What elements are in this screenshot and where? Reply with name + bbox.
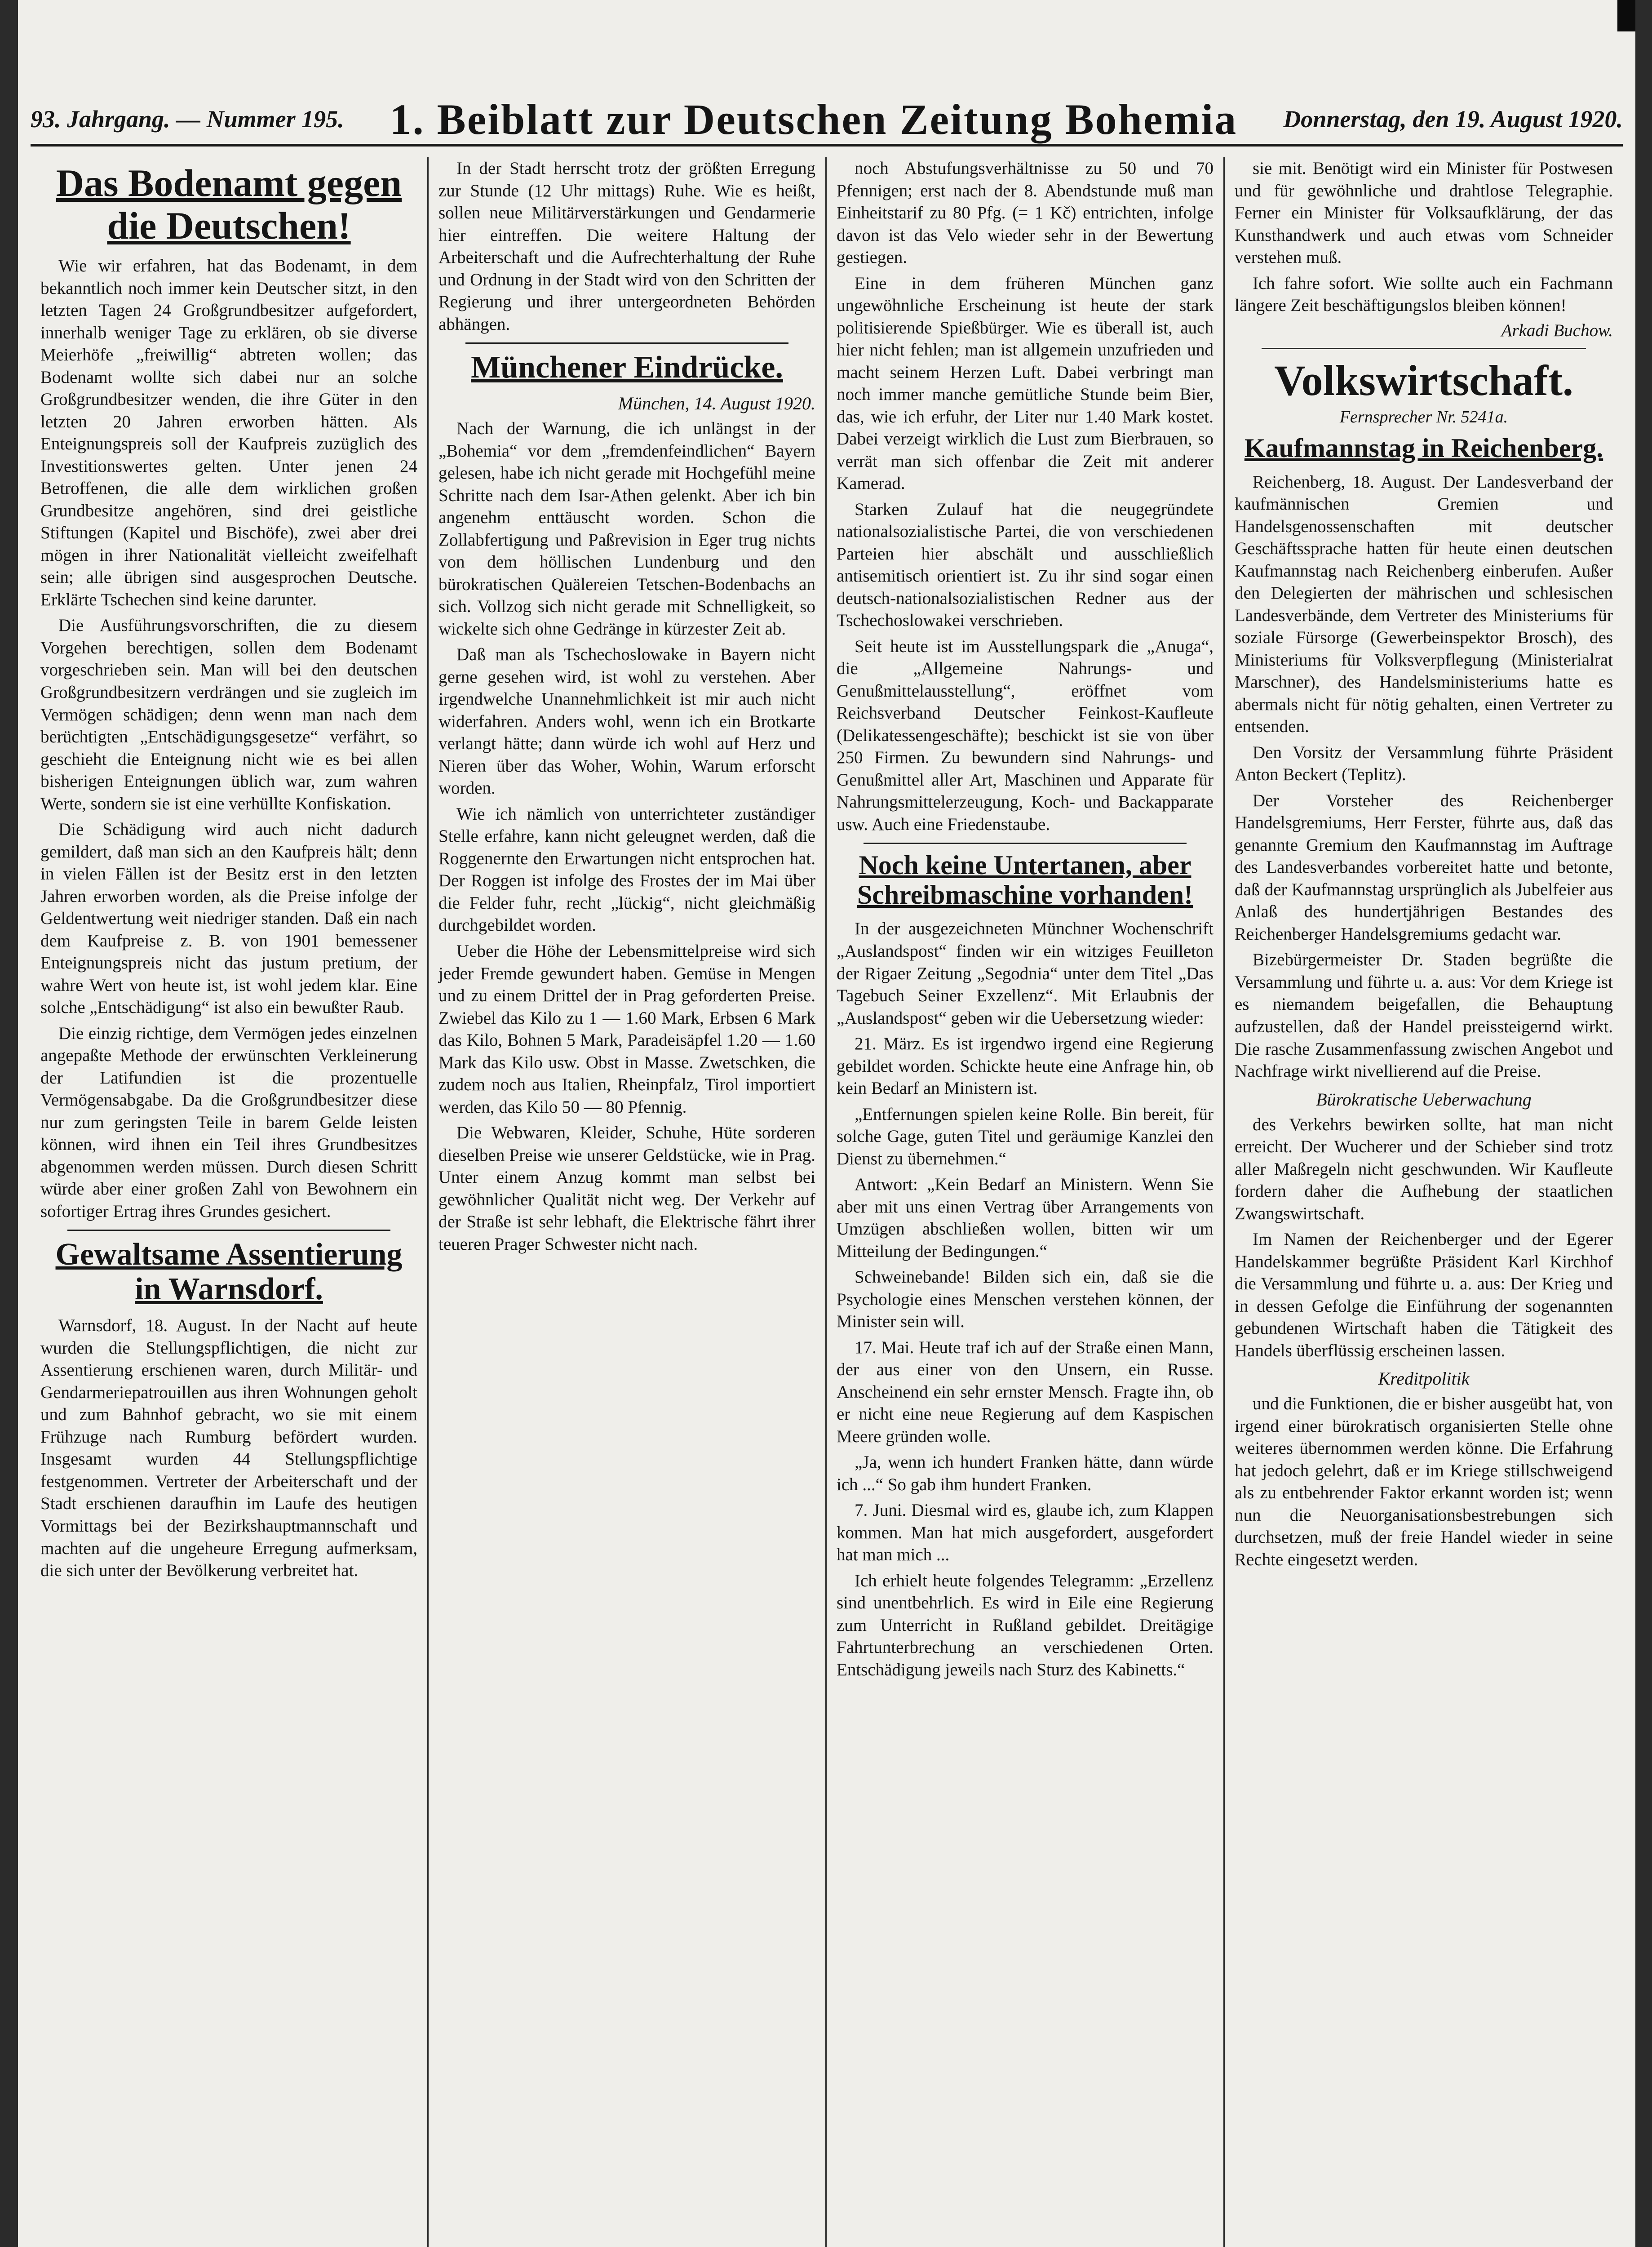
issue-date: Donnerstag, den 19. August 1920. [1283,106,1623,133]
paragraph: Starken Zulauf hat die neugegründete nationalsozialistische Partei, die von verschiedenen Parteien hier abschält und ausschließlich antisemitisch orientiert ist. Zu ihr sind sogar einen deutsch-nationalsozialistischen Redner aus der Tschechoslowakei verschrieben. [837,499,1214,631]
author-signature: Arkadi Buchow. [1501,320,1613,340]
headline-schreibmaschine: Noch keine Untertanen, aber Schreibmaschine vorhanden! [857,850,1193,910]
masthead [31,94,1623,147]
headline-assentierung: Gewaltsame Assentierung in Warnsdorf. [55,1237,403,1307]
paragraph: sie mit. Benötigt wird ein Minister für Postwesen und für gewöhnliche und drahtlose Telegraphie. Ferner ein Minister für Volksaufklärung, der das Kunsthandwerk und auch etwas vom Schneider verstehen muß. [1235,159,1613,267]
column-4 [1225,157,1623,2247]
paragraph: und die Funktionen, die er bisher ausgeübt hat, von irgend einer bürokratisch organisierten Stelle ohne weiteres übernommen werden könne. Die Erfahrung hat jedoch gelehrt, daß er im Kriege stillschweigend als zu entbehrender Faktor erkannt worden ist; wenn nun die Neuorganisationsbestrebungen sich durchsetzen, muß der freie Handel wieder in seine Rechte eingesetzt werden. [1235,1394,1613,1569]
newspaper-title: 1. Beiblatt zur Deutschen Zeitung Bohemia [390,95,1238,143]
paragraph: Warnsdorf, 18. August. In der Nacht auf heute wurden die Stellungspflichtigen, die nicht zur Assentierung erschienen waren, durch Militär- und Gendarmeriepatrouillen aus ihren Wohnungen geholt und zum Bahnhof gebracht, wo sie mit einem Frühzuge nach Rumburg befördert wurden. Insgesamt wurden 44 Stellungspflichtige festgenommen. Vertreter der Arbeiterschaft und der Stadt erschienen daraufhin im Laufe des heutigen Vormittags bei der Bezirkshauptmannschaft und machten auf die ungeheure Erregung aufmerksam, die sich unter der Bevölkerung verbreitet hat. [40,1316,417,1581]
paragraph: Schweinebande! Bilden sich ein, daß sie die Psychologie eines Menschen verstehen können, der Minister sein will. [837,1267,1214,1332]
paragraph: Wie ich nämlich von unterrichteter zuständiger Stelle erfahre, kann nicht geleugnet werden, daß die Roggenernte den Erwartungen nicht entsprochen hat. Der Roggen ist infolge des Frostes der im Mai über die Felder fuhr, recht „lückig“, nicht gleichmäßig durchgebildet worden. [438,804,815,935]
scan-corner-mark [1617,0,1635,31]
section-volkswirtschaft: Volkswirtschaft. [1274,356,1573,404]
paragraph: Der Vorsteher des Reichenberger Handelsgremiums, Herr Ferster, führte aus, daß das genannte Gremium den Kaufmannstag im Auftrage des Landesverbandes vorbereitet hatte und betonte, daß der Kaufmannstag ursprünglich als Jubelfeier aus Anlaß des hundertjährigen Bestandes des Reichenberger Handelsgremiums gedacht war. [1235,790,1613,944]
paragraph: In der Stadt herrscht trotz der größten Erregung zur Stunde (12 Uhr mittags) Ruhe. Wie es heißt, sollen neue Militärverstärkungen und Gendarmerie hier eintreffen. Die weitere Haltung der Arbeiterschaft und die Aufrechterhaltung der Ruhe und Ordnung in der Stadt wird von den Schritten der Regierung und ihrer untergeordneten Behörden abhängen. [438,159,815,334]
paragraph: Eine in dem früheren München ganz ungewöhnliche Erscheinung ist heute der stark politisierende Spießbürger. Wie es überall ist, auch hier nicht fehlen; man ist allgemein unzufrieden und macht seinem Herzen Luft. Dabei verbringt man noch immer manche gemütliche Stunde beim Bier, das, wie ich erfuhr, der Liter nur 1.40 Mark kostet. Dabei verzeigt wirklich die Lust zum Bierbrauen, so verrät man sich offenbar die Zeit mit anderer Kamerad. [837,273,1214,493]
divider [67,1230,390,1231]
paragraph: Seit heute ist im Ausstellungspark die „Anuga“, die „Allgemeine Nahrungs- und Genußmittelausstellung“, eröffnet vom Reichsverband Deutscher Feinkost-Kaufleute (Delikatessengeschäfte); beschickt ist sie von über 250 Firmen. Zu bewundern sind Nahrungs- und Genußmittel aller Art, Maschinen und Apparate für Nahrungsmittelerzeugung, Koch- und Backapparate usw. Auch eine Friedenstaube. [837,636,1214,834]
paragraph: Reichenberg, 18. August. Der Landesverband der kaufmännischen Gremien und Handelsgenossenschaften mit deutscher Geschäftssprache hatten für heute einen deutschen Kaufmannstag nach Reichenberg einberufen. Außer den Delegierten der mährischen und schlesischen Landesverbände, dem Vertreter des Ministeriums für soziale Fürsorge (Gewerbeinspektor Brosch), des Ministeriums für Volksverpflegung (Ministerialrat Marschner), des Handelsministeriums hatte es abermals nicht für nötig gehalten, einen Vertreter zu entsenden. [1235,472,1613,737]
paragraph: „Entfernungen spielen keine Rolle. Bin bereit, für solche Gage, guten Titel und geräumige Kanzlei den Dienst zu übernehmen.“ [837,1104,1214,1168]
headline-bodenamt: Das Bodenamt gegen die Deutschen! [56,161,402,247]
divider [1262,348,1586,349]
paragraph: Die einzig richtige, dem Vermögen jedes einzelnen angepaßte Methode der erwünschten Verkleinerung der Latifundien ist die prozentuelle Vermögensabgabe. Da die Großgrundbesitzer diese nur zum geringsten Teile in barem Gelde leisten können, wird ihnen ein Teil ihres Grundbesitzes abgenommen werden müssen. Durch diesen Schritt würde aber einer großen Zahl von Bewohnern ein sofortiger Ertrag ihres Grundes gesichert. [40,1023,417,1221]
paragraph: Ich erhielt heute folgendes Telegramm: „Erzellenz sind unentbehrlich. Es wird in Eile eine Regierung zum Unterricht in Rußland gebildet. Dreitägige Fahrtunterbrechung an verschiedenen Orten. Entschädigung jeweils nach Sturz des Kabinetts.“ [837,1571,1214,1679]
paragraph: 17. Mai. Heute traf ich auf der Straße einen Mann, der aus einer von den Unsern, ein Russe. Anscheinend ein sehr ernster Mensch. Fragte ihn, ob er nicht eine neue Regierung auf dem Kaspischen Meere gründen wolle. [837,1337,1214,1446]
paragraph: Die Ausführungsvorschriften, die zu diesem Vorgehen berechtigen, sollen dem Bodenamt vorgeschrieben sein. Man will bei den deutschen Großgrundbesitzern verdrängen und sie zugleich im Vermögen schädigen; denn wenn man nach dem berüchtigten „Entschädigungsgesetze“ verfährt, so geschieht die Enteignung nicht wie es bei allen bisherigen Enteignungen üblich war, zum wahren Werte, sondern sie ist eine verhüllte Konfiskation. [40,616,417,813]
paragraph: Wie wir erfahren, hat das Bodenamt, in dem bekanntlich noch immer kein Deutscher sitzt, in den letzten Tagen 24 Großgrundbesitzer aufgefordert, innerhalb weniger Tage zu erklären, ob sie diverse Meierhöfe „freiwillig“ abtreten wollen; das Bodenamt wollte sich dabei nur an solche Großgrundbesitzer wenden, die ihre Güter in den letzten 20 Jahren erworben hätten. Als Enteignungspreis soll der Kaufpreis zuzüglich des Investitionswertes gelten. Unter jenen 24 Betroffenen, die alle dem wirklichen großen Grundbesitze angehören, sind drei geistliche Stiftungen (Kapitel und Bischöfe), zwei aber drei mögen in ihrer Nationalität vielleicht zweifelhaft sein; alle übrigen sind ausgesprochen Deutsche. Erklärte Tschechen sind keine darunter. [40,256,417,609]
paragraph: „Ja, wenn ich hundert Franken hätte, dann würde ich ...“ So gab ihm hundert Franken. [837,1452,1214,1494]
paragraph: In der ausgezeichneten Münchner Wochenschrift „Auslandspost“ finden wir ein witziges Feuilleton der Rigaer Zeitung „Segodnia“ unter dem Titel „Das Tagebuch Seiner Exzellenz“. Mit Erlaubnis der „Auslandspost“ geben wir die Uebersetzung wieder: [837,919,1214,1028]
paragraph: Ueber die Höhe der Lebensmittelpreise wird sich jeder Fremde gewundert haben. Gemüse in Mengen und zu einem Drittel der in Prag geforderten Preise. Zwiebel das Kilo zu 1 — 1.60 Mark, Erbsen 6 Mark das Kilo, Bohnen 5 Mark, Paradeisäpfel 1.20 — 1.60 Mark das Kilo usw. Obst in Masse. Zwetschken, die zudem noch aus Italien, Rheinpfalz, Tirol importiert werden, das Kilo 50 — 80 Pfennig. [438,941,815,1117]
column-3 [827,157,1225,2247]
paragraph: Daß man als Tschechoslowake in Bayern nicht gerne gesehen wird, ist wohl zu verstehen. Aber irgendwelche Unannehmlichkeit ist mir auch nicht widerfahren. Anders wohl, wenn ich ein Brotkarte verlangt hätte; dann würde ich wohl auf Herz und Nieren über das Woher, Wohin, Warum erforscht worden. [438,645,815,798]
paragraph: Nach der Warnung, die ich unlängst in der „Bohemia“ vor dem „fremdenfeindlichen“ Bayern gelesen, habe ich nicht gerade mit Hochgefühl meine Schritte nach dem Isar-Athen gelenkt. Aber ich bin angenehm enttäuscht worden. Schon die Zollabfertigung und Paßrevision in Eger trug nichts von dem höllischen Lundenburg und den bürokratischen Quälereien Tetschen-Bodenbachs an sich. Vollzog sich nicht gerade mit Schnelligkeit, so wickelte sich ohne Gedränge in kürzester Zeit ab. [438,419,815,639]
columns [31,157,1623,2247]
paragraph: des Verkehrs bewirken sollte, hat man nicht erreicht. Der Wucherer und der Schieber sind trotz aller Maßregeln nicht geschwunden. Wir Kaufleute fordern daher die Aufhebung der staatlichen Zwangswirtschaft. [1235,1115,1613,1223]
paragraph: 21. März. Es ist irgendwo irgend eine Regierung gebildet worden. Schickte heute eine Anfrage hin, ob kein Bedarf an Ministern ist. [837,1034,1214,1098]
paragraph: Ich fahre sofort. Wie sollte auch ein Fachmann längere Zeit beschäftigungslos bleiben können! [1235,273,1613,315]
issue-number: 93. Jahrgang. — Nummer 195. [31,106,344,133]
headline-muenchener-eindruecke: Münchener Eindrücke. [471,350,783,385]
paragraph: Im Namen der Reichenberger und der Egerer Handelskammer begrüßte Präsident Karl Kirchhof die Versammlung und führte u. a. aus: Der Krieg und in dessen Gefolge die Einführung der sogenannten gebundenen Wirtschaft haben die Tätigkeit des Handels überflüssig erscheinen lassen. [1235,1230,1613,1360]
divider [465,342,788,344]
subheading: Bürokratische Ueberwachung [1316,1089,1532,1110]
paragraph: noch Abstufungsverhältnisse zu 50 und 70 Pfennigen; erst nach der 8. Abendstunde muß man Einheitstarif zu 80 Pfg. (= 1 Kč) entrichten, infolge davon ist das Velo wieder sehr in der Bewertung gestiegen. [837,159,1214,267]
headline-kaufmannstag: Kaufmannstag in Reichenberg. [1244,433,1603,463]
phone-number: Fernsprecher Nr. 5241a. [1339,407,1508,426]
column-2 [429,157,827,2247]
subheading: Kreditpolitik [1378,1368,1470,1389]
paragraph: Bizebürgermeister Dr. Staden begrüßte die Versammlung und führte u. a. aus: Vor dem Kriege ist es niemandem beigefallen, die Behauptung aufzustellen, daß der Handel preissteigernd wirkt. Die rasche Zusammenfassung zwischen Angebot und Nachfrage wirkt nivellierend auf die Preise. [1235,950,1613,1081]
paragraph: Die Schädigung wird auch nicht dadurch gemildert, daß man sich an den Kaufpreis hält; denn in vielen Fällen ist der Besitz erst in den letzten Jahren erworben worden, als die Preise infolge der Geldentwertung weit niedriger standen. Daß ein nach dem Kaufpreise z. B. von 1901 bemessener Enteignungspreis nicht das justum pretium, der wahre Wert von heute ist, ist wohl jedem klar. Eine solche „Entschädigung“ ist also ein bewußter Raub. [40,820,417,1017]
paragraph: 7. Juni. Diesmal wird es, glaube ich, zum Klappen kommen. Man hat mich ausgefordert, ausgefordert hat man mich ... [837,1501,1214,1565]
paragraph: Die Webwaren, Kleider, Schuhe, Hüte sorderen dieselben Preise wie unserer Geldstücke, wie in Prag. Unter einem Anzug kommt man selbst bei gewöhnlicher Qualität nicht weg. Der Verkehr auf der Straße ist sehr lebhaft, die Elektrische fährt ihrer teueren Prager Schwester nicht nach. [438,1123,815,1254]
divider [864,843,1187,844]
paragraph: Den Vorsitz der Versammlung führte Präsident Anton Beckert (Teplitz). [1235,742,1613,785]
column-1 [31,157,429,2247]
newspaper-page [18,0,1635,2247]
dateline: München, 14. August 1920. [618,393,815,414]
paragraph: Antwort: „Kein Bedarf an Ministern. Wenn Sie aber mit uns einen Vertrag über Arrangements von Umzügen abschließen wollen, bitten wir um Mitteilung der Bedingungen.“ [837,1175,1214,1261]
